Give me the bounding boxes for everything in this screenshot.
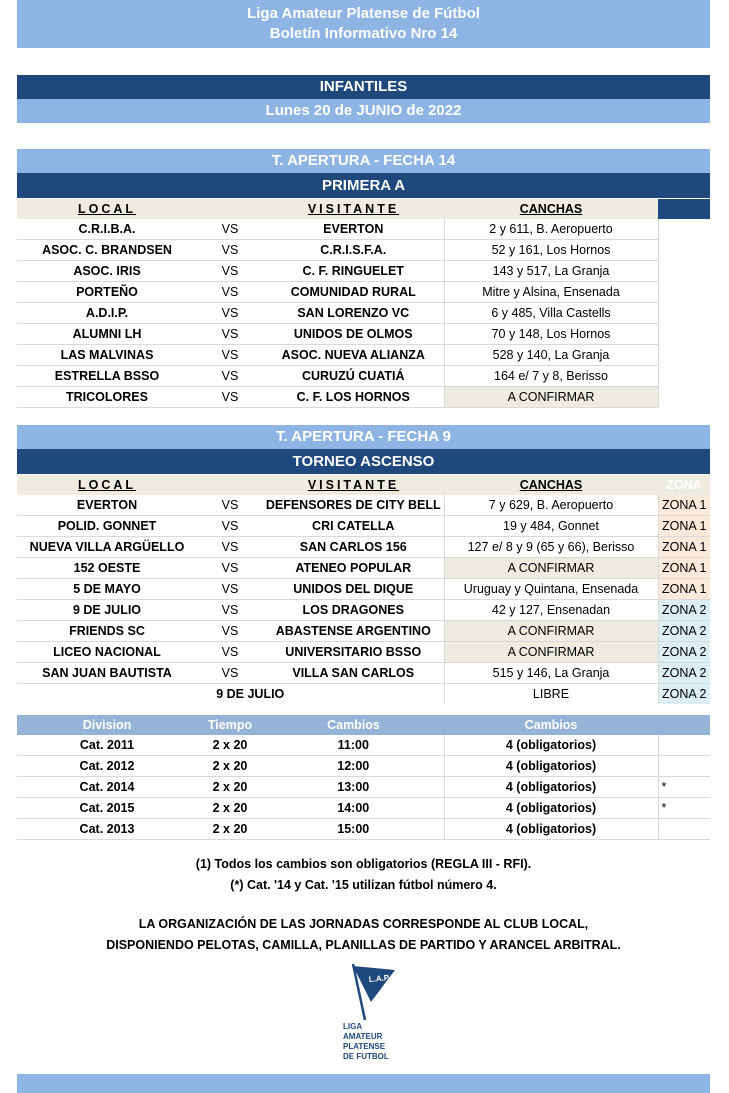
visiting-team: LOS DRAGONES [263, 600, 444, 621]
section2-division: TORNEO ASCENSO [17, 449, 710, 474]
local-team: PORTEÑO [17, 282, 197, 303]
libre-cancha: LIBRE [444, 684, 658, 705]
category-row [17, 735, 710, 756]
categories-header [17, 715, 710, 735]
substitutions: 4 (obligatorios) [444, 735, 658, 756]
venue: 7 y 629, B. Aeropuerto [444, 495, 658, 516]
zone-badge: ZONA 2 [658, 663, 710, 684]
note-1: (1) Todos los cambios son obligatorios (REGLA III - RFI). [195, 857, 532, 871]
vs-label: VS [197, 495, 263, 516]
vs-label: VS [197, 303, 263, 324]
libre-row [17, 684, 710, 705]
zone-badge: ZONA 1 [658, 495, 710, 516]
section2-title: T. APERTURA - FECHA 9 [17, 425, 710, 449]
local-team: TRICOLORES [17, 387, 197, 408]
match-time: 2 x 20 [197, 756, 263, 777]
empty-cell [658, 219, 710, 240]
table-row [17, 303, 710, 324]
table-row [17, 261, 710, 282]
empty-cell [658, 345, 710, 366]
vs-label: VS [197, 579, 263, 600]
table-header [17, 199, 710, 219]
venue: A CONFIRMAR [444, 558, 658, 579]
footnote-mark [658, 819, 710, 840]
table-row [17, 219, 710, 240]
section1-division: PRIMERA A [17, 173, 710, 198]
zone-badge: ZONA 2 [658, 600, 710, 621]
empty-cell [658, 261, 710, 282]
vs-label: VS [197, 219, 263, 240]
vs-label: VS [197, 642, 263, 663]
local-team: LICEO NACIONAL [17, 642, 197, 663]
venue: Mitre y Alsina, Ensenada [444, 282, 658, 303]
local-team: EVERTON [17, 495, 197, 516]
table-row [17, 642, 710, 663]
local-team: POLID. GONNET [17, 516, 197, 537]
visiting-team: VILLA SAN CARLOS [263, 663, 444, 684]
col-local: LOCAL [17, 199, 197, 219]
zone-badge: ZONA 2 [658, 642, 710, 663]
venue: A CONFIRMAR [444, 621, 658, 642]
empty-cell [658, 387, 710, 408]
vs-label: VS [197, 282, 263, 303]
venue: 70 y 148, Los Hornos [444, 324, 658, 345]
match-time: 2 x 20 [197, 798, 263, 819]
zone-badge: ZONA 1 [658, 537, 710, 558]
division: Cat. 2013 [17, 819, 197, 840]
local-team: SAN JUAN BAUTISTA [17, 663, 197, 684]
table-row [17, 558, 710, 579]
venue: A CONFIRMAR [444, 642, 658, 663]
bulletin-number: Boletín Informativo Nro 14 [269, 25, 458, 42]
visiting-team: ASOC. NUEVA ALIANZA [263, 345, 444, 366]
visiting-team: CURUZÚ CUATIÁ [263, 366, 444, 387]
visiting-team: UNIVERSITARIO BSSO [263, 642, 444, 663]
logo-text [343, 1022, 389, 1062]
substitutions: 4 (obligatorios) [444, 819, 658, 840]
match-time: 2 x 20 [197, 735, 263, 756]
table-row [17, 537, 710, 558]
venue: 6 y 485, Villa Castells [444, 303, 658, 324]
vs-label: VS [197, 240, 263, 261]
libre-team: 9 DE JULIO [216, 687, 285, 701]
note-4: DISPONIENDO PELOTAS, CAMILLA, PLANILLAS DE PARTIDO Y ARANCEL ARBITRAL. [106, 938, 621, 952]
venue: 42 y 127, Ensenadan [444, 600, 658, 621]
kickoff-time: 14:00 [263, 798, 444, 819]
vs-label: VS [197, 558, 263, 579]
vs-label: VS [197, 516, 263, 537]
category-row [17, 798, 710, 819]
visiting-team: EVERTON [263, 219, 444, 240]
substitutions: 4 (obligatorios) [444, 777, 658, 798]
category-row [17, 756, 710, 777]
table-row [17, 579, 710, 600]
division: Cat. 2015 [17, 798, 197, 819]
local-team: LAS MALVINAS [17, 345, 197, 366]
zone-badge: ZONA 1 [658, 516, 710, 537]
empty-cell [658, 324, 710, 345]
local-team: C.R.I.B.A. [17, 219, 197, 240]
visiting-team: SAN LORENZO VC [263, 303, 444, 324]
category-row [17, 777, 710, 798]
venue: 164 e/ 7 y 8, Berisso [444, 366, 658, 387]
col-visitante: VISITANTE [263, 475, 444, 495]
zone-badge: ZONA 2 [658, 621, 710, 642]
local-team: ASOC. IRIS [17, 261, 197, 282]
vs-label: VS [197, 600, 263, 621]
venue: 515 y 146, La Granja [444, 663, 658, 684]
col-tiempo: Tiempo [197, 715, 263, 735]
division: Cat. 2014 [17, 777, 197, 798]
logo-line1: LIGA [343, 1022, 363, 1031]
visiting-team: CRI CATELLA [263, 516, 444, 537]
visiting-team: C. F. LOS HORNOS [263, 387, 444, 408]
visiting-team: SAN CARLOS 156 [263, 537, 444, 558]
table-row [17, 600, 710, 621]
kickoff-time: 11:00 [263, 735, 444, 756]
local-team: 5 DE MAYO [17, 579, 197, 600]
match-time: 2 x 20 [197, 819, 263, 840]
kickoff-time: 13:00 [263, 777, 444, 798]
empty-cell [658, 303, 710, 324]
logo-line4: DE FUTBOL [343, 1052, 389, 1061]
venue: 143 y 517, La Granja [444, 261, 658, 282]
col-canchas: CANCHAS [444, 475, 658, 495]
visiting-team: UNIDOS DE OLMOS [263, 324, 444, 345]
bulletin-header [17, 0, 710, 48]
col-canchas: CANCHAS [444, 199, 658, 219]
table-row [17, 663, 710, 684]
empty-cell [658, 282, 710, 303]
local-team: ASOC. C. BRANDSEN [17, 240, 197, 261]
division: Cat. 2012 [17, 756, 197, 777]
categories-table [17, 715, 710, 840]
col-local: LOCAL [17, 475, 197, 495]
local-team: ALUMNI LH [17, 324, 197, 345]
footnote-mark: * [658, 777, 710, 798]
venue: Uruguay y Quintana, Ensenada [444, 579, 658, 600]
footnote-mark [658, 756, 710, 777]
local-team: ESTRELLA BSSO [17, 366, 197, 387]
col-visitante: VISITANTE [263, 199, 444, 219]
col-division: Division [17, 715, 197, 735]
zone-badge: ZONA 1 [658, 558, 710, 579]
vs-label: VS [197, 261, 263, 282]
note-2: (*) Cat. '14 y Cat. '15 utilizan fútbol número 4. [230, 878, 497, 892]
col-zona: ZONA [658, 475, 710, 495]
table-row [17, 516, 710, 537]
category-row [17, 819, 710, 840]
table-row [17, 240, 710, 261]
logo-line3: PLATENSE [343, 1042, 386, 1051]
local-team: 9 DE JULIO [17, 600, 197, 621]
division: Cat. 2011 [17, 735, 197, 756]
venue: A CONFIRMAR [444, 387, 658, 408]
visiting-team: COMUNIDAD RURAL [263, 282, 444, 303]
table-row [17, 387, 710, 408]
vs-label: VS [197, 537, 263, 558]
logo-line2: AMATEUR [343, 1032, 383, 1041]
flag-icon [343, 962, 403, 1020]
kickoff-time: 12:00 [263, 756, 444, 777]
visiting-team: ABASTENSE ARGENTINO [263, 621, 444, 642]
footnote-mark [658, 735, 710, 756]
empty-cell [658, 366, 710, 387]
table-row [17, 366, 710, 387]
league-logo [337, 962, 407, 1072]
venue: 528 y 140, La Granja [444, 345, 658, 366]
category-title: INFANTILES [17, 75, 710, 99]
vs-label: VS [197, 366, 263, 387]
table-row [17, 495, 710, 516]
vs-label: VS [197, 621, 263, 642]
section1-title: T. APERTURA - FECHA 14 [17, 149, 710, 173]
local-team: NUEVA VILLA ARGÜELLO [17, 537, 197, 558]
substitutions: 4 (obligatorios) [444, 756, 658, 777]
table-row [17, 324, 710, 345]
torneo-ascenso-table [17, 475, 710, 704]
vs-label: VS [197, 663, 263, 684]
empty-cell [658, 240, 710, 261]
table-row [17, 282, 710, 303]
table-row [17, 345, 710, 366]
match-time: 2 x 20 [197, 777, 263, 798]
visiting-team: ATENEO POPULAR [263, 558, 444, 579]
footnote-mark: * [658, 798, 710, 819]
local-team: 152 OESTE [17, 558, 197, 579]
zone-badge: ZONA 1 [658, 579, 710, 600]
note-3: LA ORGANIZACIÓN DE LAS JORNADAS CORRESPONDE AL CLUB LOCAL, [138, 917, 589, 931]
visiting-team: C. F. RINGUELET [263, 261, 444, 282]
venue: 2 y 611, B. Aeropuerto [444, 219, 658, 240]
kickoff-time: 15:00 [263, 819, 444, 840]
league-name: Liga Amateur Platense de Fútbol [247, 5, 480, 22]
libre-zona: ZONA 2 [658, 684, 710, 705]
visiting-team: UNIDOS DEL DIQUE [263, 579, 444, 600]
venue: 52 y 161, Los Hornos [444, 240, 658, 261]
vs-label: VS [197, 345, 263, 366]
primera-a-table [17, 199, 710, 408]
vs-label: VS [197, 324, 263, 345]
vs-label: VS [197, 387, 263, 408]
visiting-team: C.R.I.S.F.A. [263, 240, 444, 261]
col-cambios: Cambios [444, 715, 658, 735]
substitutions: 4 (obligatorios) [444, 798, 658, 819]
local-team: FRIENDS SC [17, 621, 197, 642]
table-header [17, 475, 710, 495]
date-title: Lunes 20 de JUNIO de 2022 [17, 99, 710, 123]
local-team: A.D.I.P. [17, 303, 197, 324]
venue: 19 y 484, Gonnet [444, 516, 658, 537]
visiting-team: DEFENSORES DE CITY BELL [263, 495, 444, 516]
flag-text: L.A.P. [368, 973, 391, 984]
table-row [17, 621, 710, 642]
col-hora: Cambios [263, 715, 444, 735]
footer-band [17, 1074, 710, 1093]
venue: 127 e/ 8 y 9 (65 y 66), Berisso [444, 537, 658, 558]
